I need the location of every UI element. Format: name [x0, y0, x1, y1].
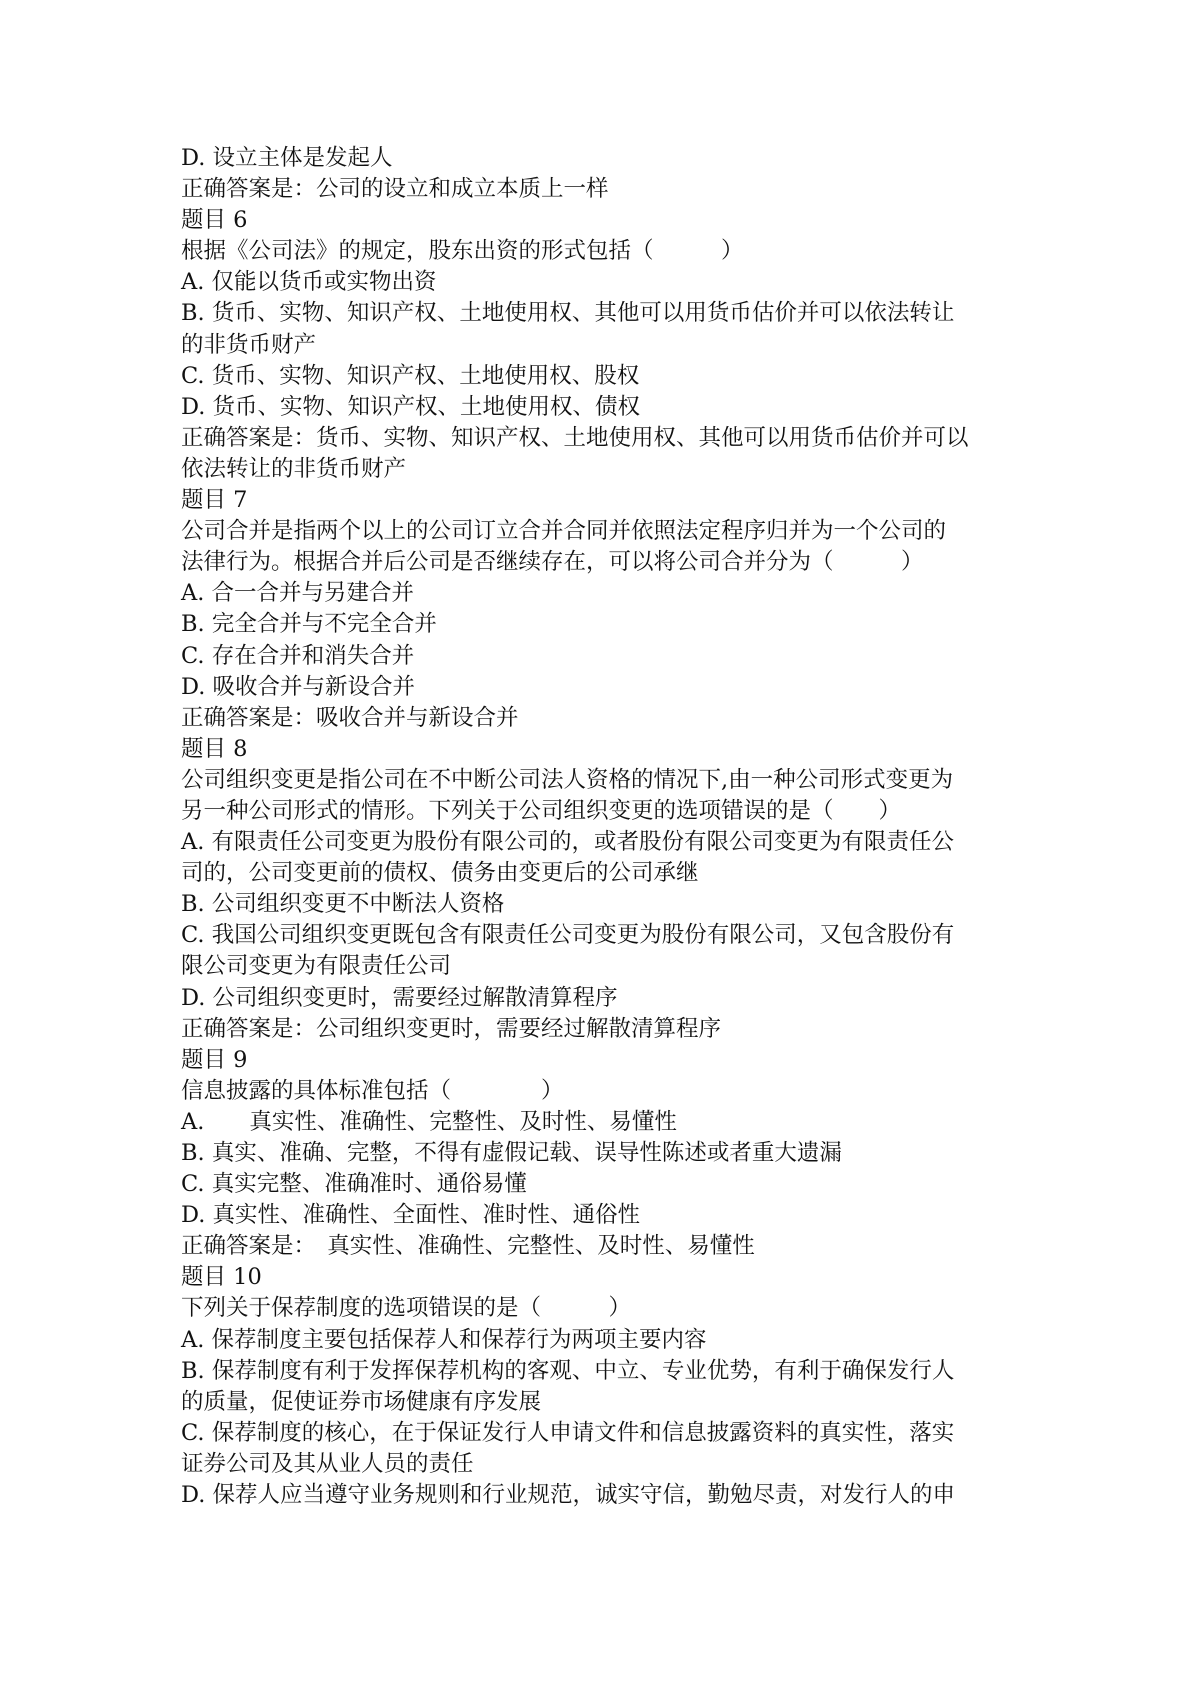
option-line: C. 真实完整、准确准时、通俗易懂 [181, 1171, 527, 1198]
option-line: B. 公司组织变更不中断法人资格 [181, 891, 505, 918]
question-text: 下列关于保荐制度的选项错误的是（ ） [181, 1295, 632, 1322]
option-line: B. 完全合并与不完全合并 [181, 611, 437, 638]
question-text: 公司组织变更是指公司在不中断公司法人资格的情况下,由一种公司形式变更为 [181, 766, 954, 793]
option-line: A. 保荐制度主要包括保荐人和保荐行为两项主要内容 [181, 1326, 707, 1353]
question-heading: 题目 9 [181, 1046, 248, 1073]
question-text-continued: 法律行为。根据合并后公司是否继续存在，可以将公司合并分为（ ） [181, 549, 924, 576]
option-line: C. 存在合并和消失合并 [181, 642, 415, 669]
option-line-continued: 司的，公司变更前的债权、债务由变更后的公司承继 [181, 860, 699, 887]
answer-line: 正确答案是：货币、实物、知识产权、土地使用权、其他可以用货币估价并可以 [181, 424, 969, 451]
option-line: D. 真实性、准确性、全面性、准时性、通俗性 [181, 1202, 641, 1229]
answer-line-continued: 依法转让的非货币财产 [181, 455, 407, 482]
option-line: A. 仅能以货币或实物出资 [181, 269, 437, 296]
answer-line: 正确答案是：公司组织变更时，需要经过解散清算程序 [181, 1015, 722, 1042]
option-line: A. 有限责任公司变更为股份有限公司的，或者股份有限公司变更为有限责任公 [181, 829, 955, 856]
document-body [181, 143, 1021, 1511]
question-text-continued: 另一种公司形式的情形。下列关于公司组织变更的选项错误的是（ ） [181, 797, 902, 824]
option-line: C. 保荐制度的核心，在于保证发行人申请文件和信息披露资料的真实性，落实 [181, 1419, 955, 1446]
answer-line: 正确答案是：吸收合并与新设合并 [181, 704, 519, 731]
question-text: 公司合并是指两个以上的公司订立合并合同并依照法定程序归并为一个公司的 [181, 518, 947, 545]
option-line-continued: 证券公司及其从业人员的责任 [181, 1450, 474, 1477]
question-heading: 题目 7 [181, 487, 248, 514]
answer-line: 正确答案是： 真实性、准确性、完整性、及时性、易懂性 [181, 1233, 755, 1260]
option-line: D. 设立主体是发起人 [181, 145, 393, 171]
option-line: B. 货币、实物、知识产权、土地使用权、其他可以用货币估价并可以依法转让 [181, 300, 955, 327]
option-line: B. 保荐制度有利于发挥保荐机构的客观、中立、专业优势，有利于确保发行人 [181, 1357, 955, 1384]
answer-line: 正确答案是：公司的设立和成立本质上一样 [181, 176, 609, 203]
option-line-continued: 限公司变更为有限责任公司 [181, 953, 452, 980]
question-heading: 题目 8 [181, 735, 248, 762]
option-line: C. 我国公司组织变更既包含有限责任公司变更为股份有限公司，又包含股份有 [181, 922, 955, 949]
option-line: B. 真实、准确、完整，不得有虚假记载、误导性陈述或者重大遗漏 [181, 1140, 842, 1166]
question-heading: 题目 10 [181, 1264, 262, 1291]
option-line: C. 货币、实物、知识产权、土地使用权、股权 [181, 362, 640, 389]
option-line: D. 保荐人应当遵守业务规则和行业规范，诚实守信，勤勉尽责，对发行人的申 [181, 1482, 956, 1509]
option-line: D. 货币、实物、知识产权、土地使用权、债权 [181, 393, 641, 420]
option-line: D. 吸收合并与新设合并 [181, 673, 416, 700]
question-heading: 题目 6 [181, 207, 248, 234]
option-line-continued: 的质量，促使证券市场健康有序发展 [181, 1388, 542, 1415]
option-line: A. 合一合并与另建合并 [181, 580, 415, 607]
option-line-continued: 的非货币财产 [181, 331, 317, 358]
option-line: A. 真实性、准确性、完整性、及时性、易懂性 [181, 1108, 677, 1135]
option-line: D. 公司组织变更时，需要经过解散清算程序 [181, 984, 618, 1011]
question-text: 根据《公司法》的规定，股东出资的形式包括（ ） [181, 238, 744, 265]
question-text: 信息披露的具体标准包括（ ） [181, 1077, 564, 1104]
